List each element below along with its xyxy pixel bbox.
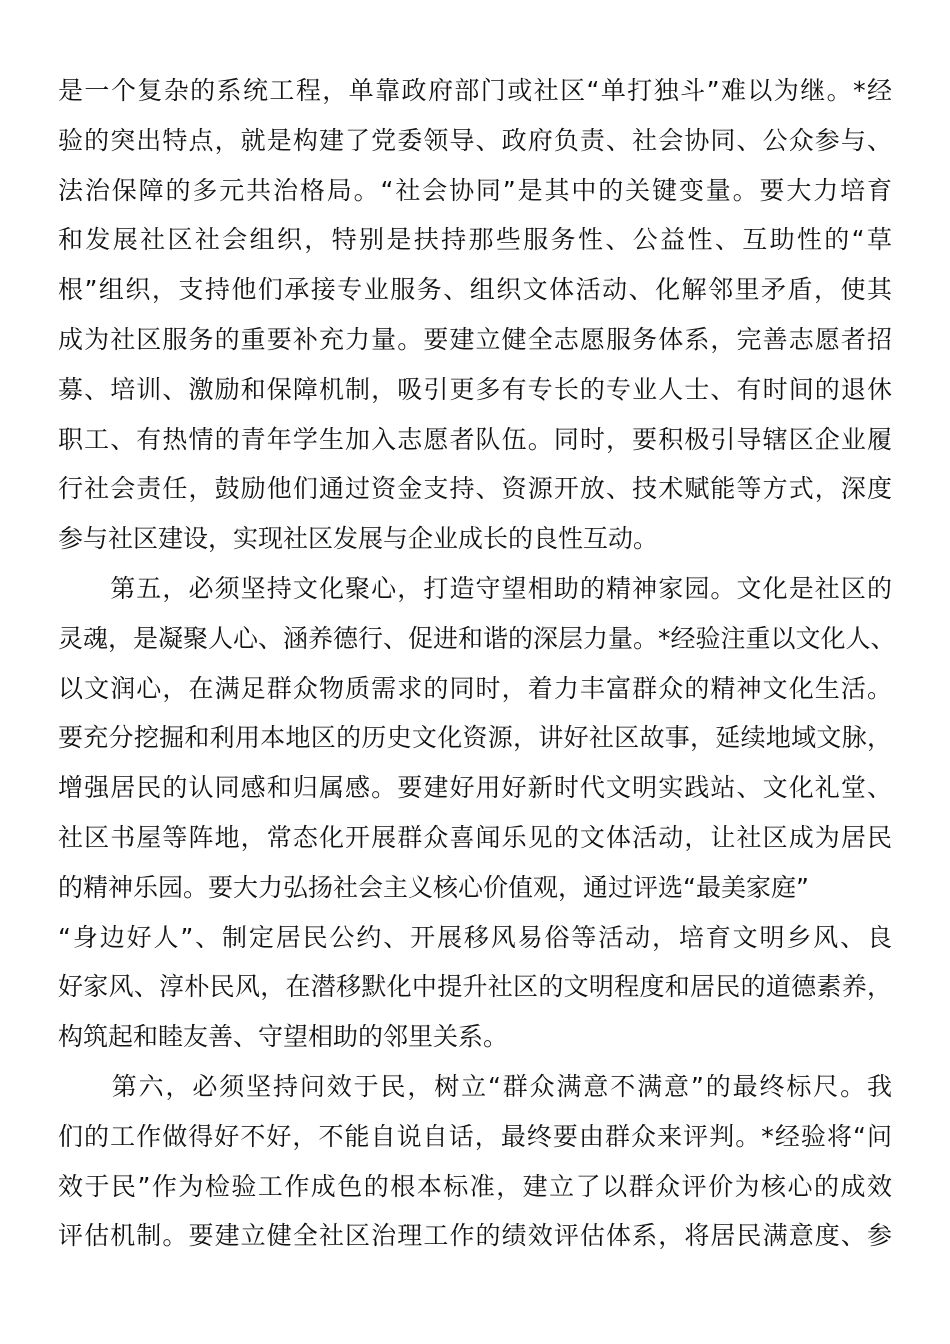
text-line: 社区书屋等阵地，常态化开展群众喜闻乐见的文体活动，让社区成为居民: [58, 822, 892, 852]
text-line: 要充分挖掘和利用本地区的历史文化资源，讲好社区故事，延续地域文脉，: [58, 723, 892, 753]
text-line: 和发展社区社会组织，特别是扶持那些服务性、公益性、互助性的“草: [58, 225, 892, 255]
text-line: 是一个复杂的系统工程，单靠政府部门或社区“单打独斗”难以为继。*经: [58, 76, 892, 105]
text-line: 评估机制。要建立健全社区治理工作的绩效评估体系，将居民满意度、参: [58, 1221, 892, 1251]
text-line: 第五，必须坚持文化聚心，打造守望相助的精神家园。文化是社区的: [58, 573, 892, 603]
text-line: 第六，必须坚持问效于民，树立“群众满意不满意”的最终标尺。我: [58, 1071, 892, 1101]
text-line: 们的工作做得好不好，不能自说自话，最终要由群众来评判。*经验将“问: [58, 1121, 892, 1151]
text-line: 增强居民的认同感和归属感。要建好用好新时代文明实践站、文化礼堂、: [58, 773, 892, 803]
body-text: [58, 66, 896, 1261]
text-line: 行社会责任，鼓励他们通过资金支持、资源开放、技术赋能等方式，深度: [58, 474, 892, 504]
text-line: “身边好人”、制定居民公约、开展移风易俗等活动，培育文明乡风、良: [58, 922, 892, 952]
text-line: 效于民”作为检验工作成色的根本标准，建立了以群众评价为核心的成效: [58, 1171, 892, 1201]
text-line: 法治保障的多元共治格局。“社会协同”是其中的关键变量。要大力培育: [58, 175, 892, 205]
text-line: 成为社区服务的重要补充力量。要建立健全志愿服务体系，完善志愿者招: [58, 324, 892, 354]
text-line: 以文润心，在满足群众物质需求的同时，着力丰富群众的精神文化生活。: [58, 673, 892, 703]
text-line: 灵魂，是凝聚人心、涵养德行、促进和谐的深层力量。*经验注重以文化人、: [58, 623, 896, 653]
text-line: 构筑起和睦友善、守望相助的邻里关系。: [58, 1022, 509, 1052]
text-line: 根”组织，支持他们承接专业服务、组织文体活动、化解邻里矛盾，使其: [58, 275, 892, 305]
text-line: 好家风、淳朴民风，在潜移默化中提升社区的文明程度和居民的道德素养，: [58, 972, 892, 1002]
text-line: 参与社区建设，实现社区发展与企业成长的良性互动。: [58, 524, 659, 554]
text-line: 募、培训、激励和保障机制，吸引更多有专长的专业人士、有时间的退休: [58, 374, 892, 404]
text-line: 职工、有热情的青年学生加入志愿者队伍。同时，要积极引导辖区企业履: [58, 424, 892, 454]
text-line: 的精神乐园。要大力弘扬社会主义核心价值观，通过评选“最美家庭”: [58, 872, 809, 902]
text-line: 验的突出特点，就是构建了党委领导、政府负责、社会协同、公众参与、: [58, 125, 892, 155]
